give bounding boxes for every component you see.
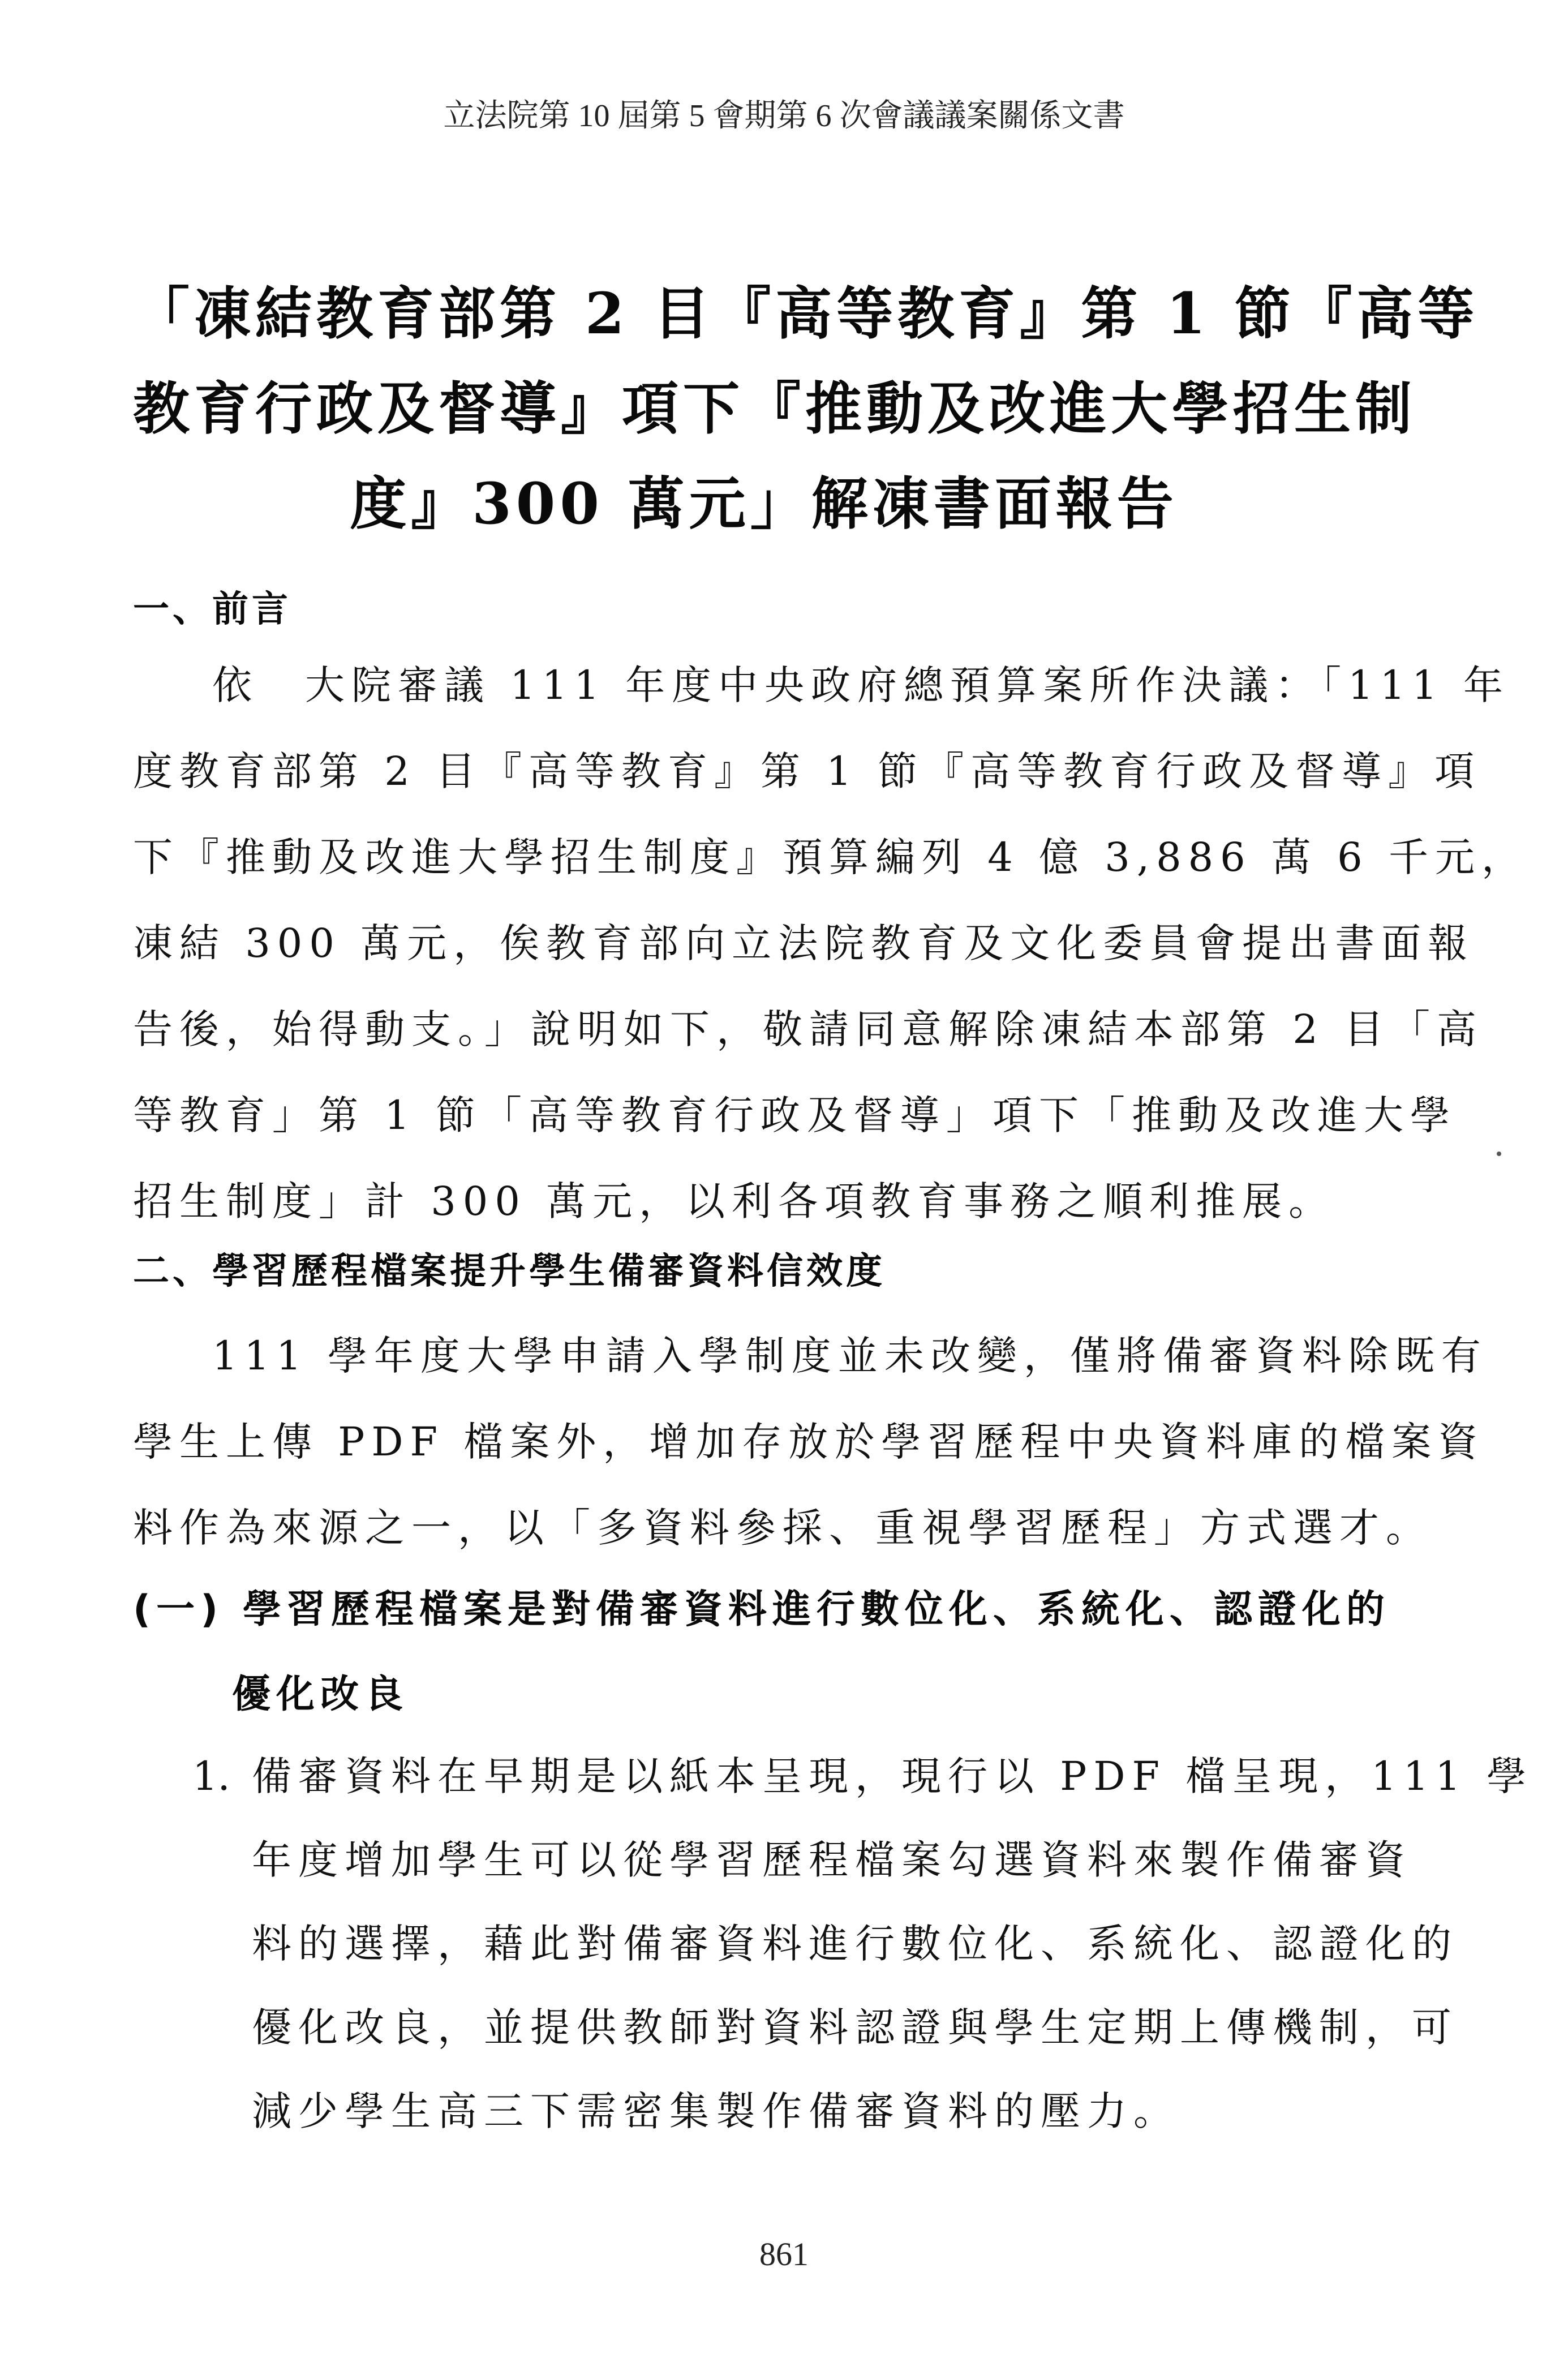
section-heading-preface: 一、前言 [133, 588, 291, 630]
section-heading-learning-portfolio: 二、學習歷程檔案提升學生備審資料信效度 [133, 1251, 886, 1292]
learning-portfolio-paragraph [133, 1313, 1488, 1571]
paragraph-line: 招生制度」計 300 萬元，以利各項教育事務之順利推展。 [133, 1178, 1335, 1225]
page-number: 861 [759, 2236, 809, 2273]
report-title [133, 266, 1479, 551]
list-item-line: 年度增加學生可以從學習歷程檔案勾選資料來製作備審資 [252, 1837, 1412, 1883]
list-item-line: 優化改良，並提供教師對資料認證與學生定期上傳機制，可 [252, 2004, 1458, 2051]
list-item-text: 備審資料在早期是以紙本呈現，現行以 PDF 檔呈現，111 學 [252, 1753, 1533, 1799]
title-line: 教育行政及督導』項下『推動及改進大學招生制 [133, 375, 1416, 442]
title-line: 「凍結教育部第 2 目『高等教育』第 1 節『高等 [133, 280, 1479, 347]
paragraph-line: 下『推動及改進大學招生制度』預算編列 4 億 3,886 萬 6 千元， [133, 834, 1528, 880]
paragraph-line: 111 學年度大學申請入學制度並未改變，僅將備審資料除既有 [212, 1333, 1488, 1379]
subsection-heading [133, 1567, 1395, 1737]
paragraph-line: 告後，始得動支。」說明如下，敬請同意解除凍結本部第 2 目「高 [133, 1006, 1484, 1053]
paragraph-line: 學生上傳 PDF 檔案外，增加存放於學習歷程中央資料庫的檔案資 [133, 1419, 1485, 1465]
subsection-heading-line: 優化改良 [232, 1672, 409, 1717]
paragraph-line: 料作為來源之一，以「多資料參採、重視學習歷程」方式選才。 [133, 1505, 1432, 1551]
list-item-line: 料的選擇，藉此對備審資料進行數位化、系統化、認證化的 [252, 1921, 1458, 1967]
subsection-heading-line: (一) 學習歷程檔案是對備審資料進行數位化、系統化、認證化的 [133, 1587, 1390, 1632]
preface-paragraph [133, 642, 1528, 1244]
paragraph-line: 依 大院審議 111 年度中央政府總預算案所作決議：「111 年 [212, 662, 1510, 708]
scan-speck [1497, 1152, 1501, 1156]
paragraph-line: 度教育部第 2 目『高等教育』第 1 節『高等教育行政及督導』項 [133, 748, 1481, 794]
paragraph-line: 凍結 300 萬元，俟教育部向立法院教育及文化委員會提出書面報 [133, 920, 1475, 966]
running-header: 立法院第 10 屆第 5 會期第 6 次會議議案關係文書 [443, 98, 1125, 134]
list-item-line [192, 1734, 1533, 1818]
paragraph-line: 等教育」第 1 節「高等教育行政及督導」項下「推動及改進大學 [133, 1092, 1457, 1139]
list-item [192, 1734, 1533, 2153]
title-line: 度』300 萬元」解凍書面報告 [350, 470, 1178, 537]
list-marker: 1. [192, 1753, 230, 1799]
list-item-line: 減少學生高三下需密集製作備審資料的壓力。 [252, 2088, 1180, 2134]
